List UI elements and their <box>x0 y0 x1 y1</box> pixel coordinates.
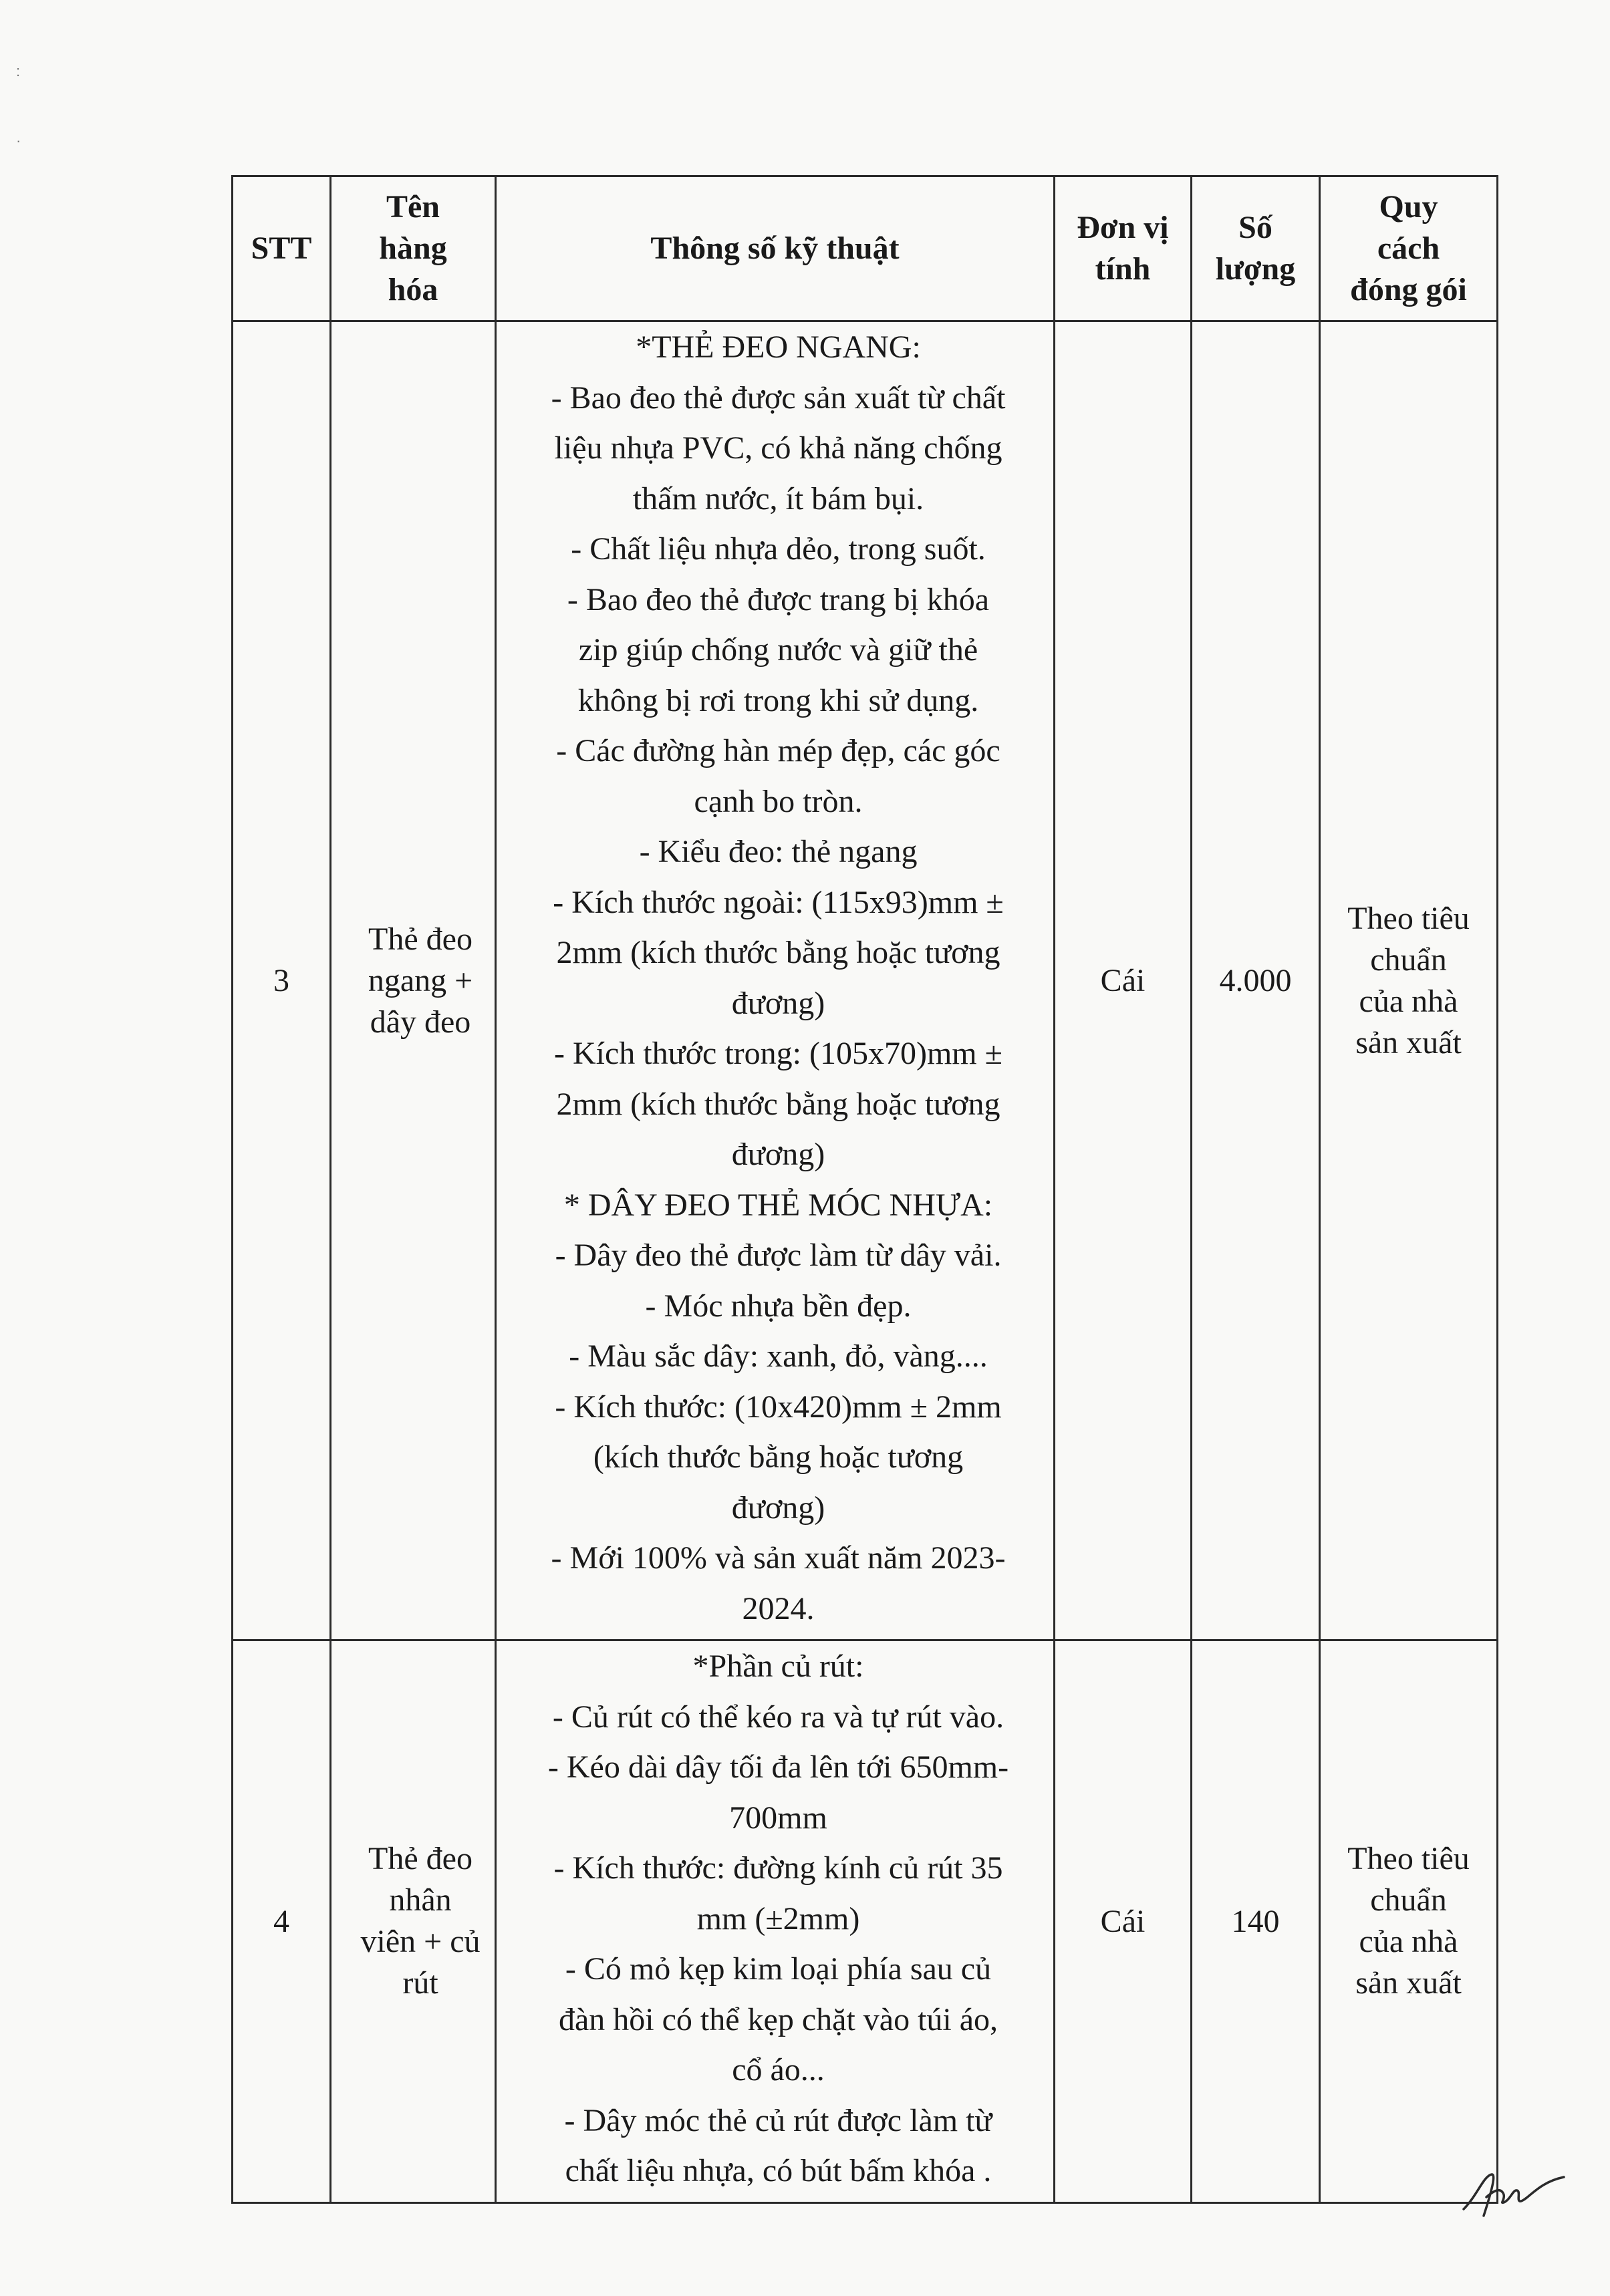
row-product-name: Thẻ đeo ngang + dây đeo <box>331 321 496 1640</box>
row-packing: Theo tiêu chuẩn của nhà sản xuất <box>1320 1640 1498 2203</box>
row-unit: Cái <box>1055 321 1192 1640</box>
header-quantity: Số lượng <box>1192 176 1320 321</box>
header-row <box>233 176 1498 321</box>
scan-speck: · <box>16 132 21 149</box>
row-quantity: 140 <box>1192 1640 1320 2203</box>
row-unit: Cái <box>1055 1640 1192 2203</box>
header-packing: Quy cách đóng gói <box>1320 176 1498 321</box>
row-specifications: *THẺ ĐEO NGANG: - Bao đeo thẻ được sản xuất từ chất liệu nhựa PVC, có khả năng chống thấm nước, ít bám bụi. - Chất liệu nhựa dẻo, trong suốt. - Bao đeo thẻ được trang bị khóa zip giúp chống nước và giữ thẻ không bị rơi trong khi sử dụng. - Các đường hàn mép đẹp, các góc cạnh bo tròn. - Kiểu đeo: thẻ ngang - Kích thước ngoài: (115x93)mm ± 2mm (kích thước bằng hoặc tương đương) - Kích thước trong: (105x70)mm ± 2mm (kích thước bằng hoặc tương đương) * DÂY ĐEO THẺ MÓC NHỰA: - Dây đeo thẻ được làm từ dây vải. - Móc nhựa bền đẹp. - Màu sắc dây: xanh, đỏ, vàng.... - Kích thước: (10x420)mm ± 2mm (kích thước bằng hoặc tương đương) - Mới 100% và sản xuất năm 2023- 2024. <box>496 321 1055 1640</box>
row-stt: 3 <box>233 321 331 1640</box>
signature-icon <box>1457 2162 1571 2222</box>
row-product-name: Thẻ đeo nhân viên + củ rút <box>331 1640 496 2203</box>
table-row <box>233 321 1498 1640</box>
header-stt: STT <box>233 176 331 321</box>
table-row <box>233 1640 1498 2203</box>
specification-table <box>231 175 1498 2204</box>
header-product-name: Tên hàng hóa <box>331 176 496 321</box>
row-stt: 4 <box>233 1640 331 2203</box>
row-quantity: 4.000 <box>1192 321 1320 1640</box>
header-unit: Đơn vị tính <box>1055 176 1192 321</box>
scan-speck: : <box>16 63 21 80</box>
row-specifications: *Phần củ rút: - Củ rút có thể kéo ra và tự rút vào. - Kéo dài dây tối đa lên tới 650mm- 700mm - Kích thước: đường kính củ rút 35 mm (±2mm) - Có mỏ kẹp kim loại phía sau củ đàn hồi có thể kẹp chặt vào túi áo, cổ áo... - Dây móc thẻ củ rút được làm từ chất liệu nhựa, có bút bấm khóa . <box>496 1640 1055 2203</box>
row-packing: Theo tiêu chuẩn của nhà sản xuất <box>1320 321 1498 1640</box>
header-specifications: Thông số kỹ thuật <box>496 176 1055 321</box>
